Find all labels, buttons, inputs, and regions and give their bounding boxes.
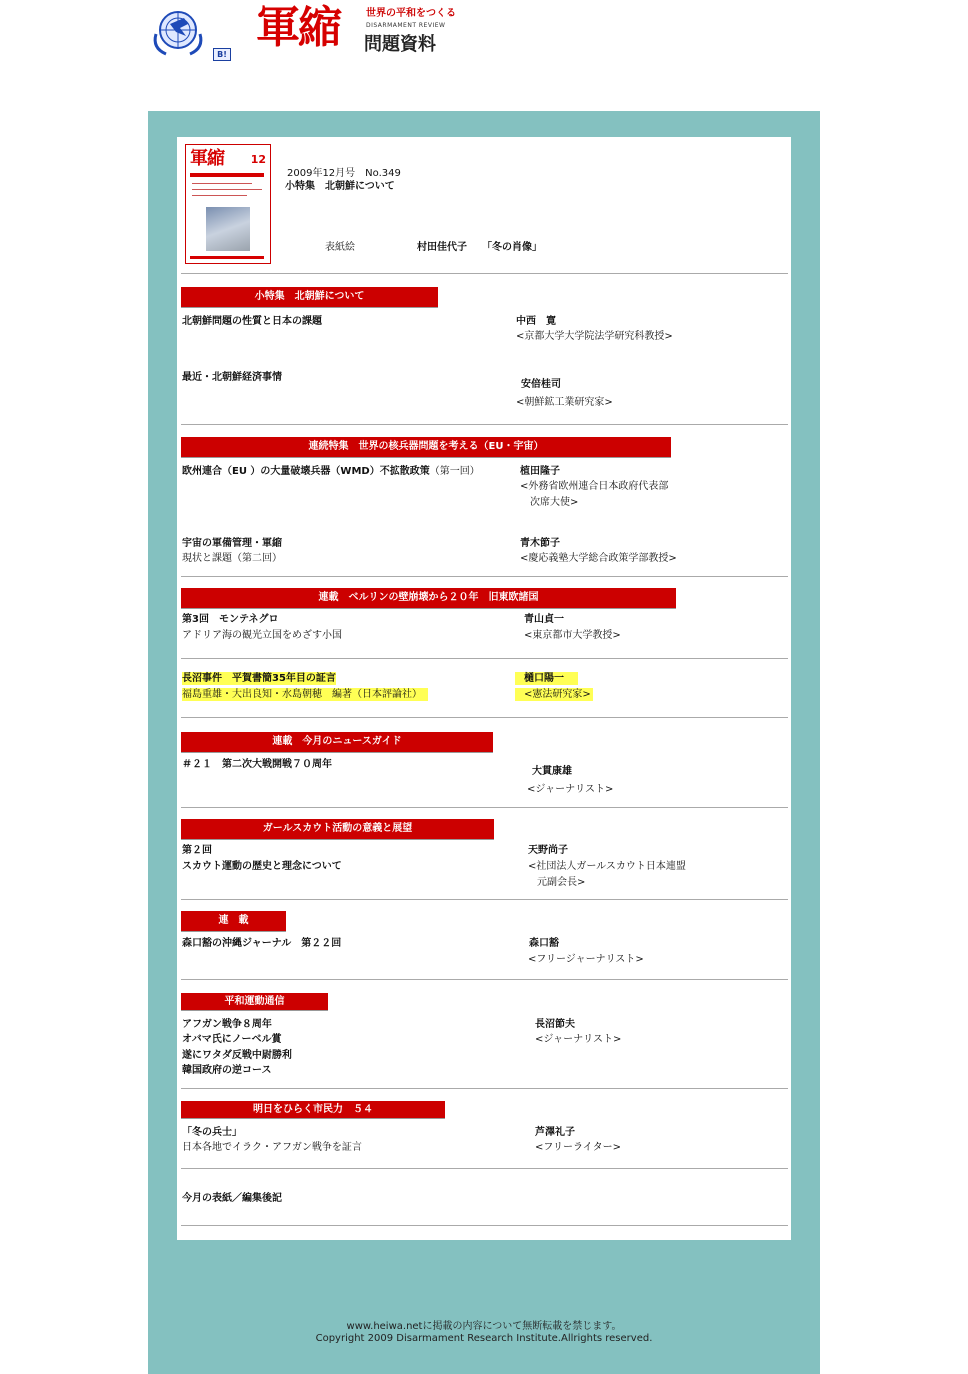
section-header-serial: 連 載 xyxy=(181,911,286,931)
cover-thumb-title: 軍縮 xyxy=(190,148,224,169)
article-title[interactable]: 北朝鮮問題の性質と日本の課題 xyxy=(182,316,322,327)
article-affiliation: <東京都市大学教授> xyxy=(524,630,621,641)
article-affiliation: 元副会長> xyxy=(537,877,586,888)
article-title[interactable]: 宇宙の軍備管理・軍縮 xyxy=(182,538,282,549)
cover-line xyxy=(192,189,262,190)
article-affiliation: <京都大学大学院法学研究科教授> xyxy=(516,331,673,342)
divider xyxy=(181,424,788,425)
bookmark-badge-icon[interactable]: B! xyxy=(213,48,231,61)
cover-label: 表紙絵 xyxy=(325,242,355,253)
article-author: 天野尚子 xyxy=(528,845,568,856)
cover-line xyxy=(192,195,247,196)
article-subtitle: 日本各地でイラク・アフガン戦争を証言 xyxy=(182,1142,362,1153)
site-header xyxy=(0,0,968,100)
divider xyxy=(181,1088,788,1089)
section-header-berlin: 連載 ベルリンの壁崩壊から２０年 旧東欧諸国 xyxy=(181,588,676,608)
article-subtitle: スカウト運動の歴史と理念について xyxy=(182,861,342,872)
brand-subtitle: 問題資料 xyxy=(364,34,436,55)
article-author-highlighted: 樋口陽一 xyxy=(515,672,578,685)
article-author: 長沼節夫 xyxy=(535,1019,575,1030)
article-title-part: （第一回） xyxy=(429,466,480,477)
section-header-girlscout: ガールスカウト活動の意義と展望 xyxy=(181,819,494,839)
cover-painting-image xyxy=(206,207,250,251)
issue-date-number: 2009年12月号 No.349 xyxy=(287,168,401,179)
article-affiliation: <朝鮮鉱工業研究家> xyxy=(516,397,613,408)
cover-thumb-number: 12 xyxy=(250,153,266,166)
article-subtitle: 現状と課題（第二回） xyxy=(182,553,282,564)
article-author: 森口豁 xyxy=(529,938,559,949)
article-affiliation: <社団法人ガールスカウト日本連盟 xyxy=(528,861,686,872)
article-line[interactable]: アフガン戦争８周年 xyxy=(182,1019,272,1030)
cover-artist: 村田佳代子 xyxy=(417,242,467,253)
section-header-north-korea: 小特集 北朝鮮について xyxy=(181,287,438,307)
divider xyxy=(181,1168,788,1169)
divider xyxy=(181,273,788,274)
editor-postscript-link[interactable]: 今月の表紙／編集後記 xyxy=(182,1193,282,1204)
article-author: 青木節子 xyxy=(520,538,560,549)
article-author: 植田隆子 xyxy=(520,466,560,477)
article-subtitle: アドリア海の観光立国をめざす小国 xyxy=(182,630,342,641)
divider xyxy=(181,717,788,718)
article-line[interactable]: オバマ氏にノーベル賞 xyxy=(182,1034,282,1045)
divider xyxy=(181,576,788,577)
article-affiliation: <フリージャーナリスト> xyxy=(528,954,644,965)
article-title[interactable]: 「冬の兵士」 xyxy=(182,1127,242,1138)
article-author: 安倍桂司 xyxy=(521,379,561,390)
cover-band xyxy=(190,173,264,177)
article-affiliation: <ジャーナリスト> xyxy=(527,784,614,795)
article-author: 大貫康雄 xyxy=(532,766,572,777)
divider xyxy=(181,658,788,659)
divider xyxy=(181,899,788,900)
article-affiliation: <フリーライター> xyxy=(535,1142,622,1153)
article-affiliation: 次席大使> xyxy=(530,497,579,508)
divider xyxy=(181,1225,788,1226)
cover-line xyxy=(192,183,252,184)
article-subtitle-highlighted: 福島重雄・大出良知・水島朝穂 編著（日本評論社） xyxy=(182,688,428,701)
article-line[interactable]: 遂にワタダ反戦中尉勝利 xyxy=(182,1050,292,1061)
article-author: 青山貞一 xyxy=(524,614,564,625)
article-title[interactable]: 森口豁の沖縄ジャーナル 第２２回 xyxy=(182,938,342,949)
section-header-newsguide: 連載 今月のニュースガイド xyxy=(181,732,493,752)
footer-copyright: Copyright 2009 Disarmament Research Institute.Allrights reserved. xyxy=(315,1333,653,1344)
cover-thumbnail[interactable] xyxy=(185,144,271,264)
article-title[interactable]: 第２回 xyxy=(182,845,212,856)
article-title[interactable] xyxy=(182,465,480,478)
section-header-peace-movement: 平和運動通信 xyxy=(181,993,328,1010)
cover-title: 「冬の肖像」 xyxy=(482,242,542,253)
footer-notice: www.heiwa.netに掲載の内容について無断転載を禁じます。 xyxy=(346,1321,622,1332)
article-title[interactable]: ＃２１ 第二次大戦開戦７０周年 xyxy=(182,759,332,770)
article-affiliation: <慶応義塾大学総合政策学部教授> xyxy=(520,553,677,564)
article-affiliation: <外務省欧州連合日本政府代表部 xyxy=(520,481,669,492)
divider xyxy=(181,807,788,808)
section-header-nuclear: 連続特集 世界の核兵器問題を考える（EU・宇宙） xyxy=(181,437,671,457)
section-header-citizen-power: 明日をひらく市民力 ５４ xyxy=(181,1101,445,1118)
article-affiliation: <ジャーナリスト> xyxy=(535,1034,622,1045)
issue-feature: 小特集 北朝鮮について xyxy=(285,181,395,192)
article-line[interactable]: 韓国政府の逆コース xyxy=(182,1065,272,1076)
article-title-highlighted[interactable]: 長沼事件 平賀書簡35年目の証言 xyxy=(182,673,336,684)
article-title-main: 欧州連合（EU ）の大量破壊兵器（WMD）不拡散政策 xyxy=(182,466,430,477)
article-author: 芦澤礼子 xyxy=(535,1127,575,1138)
cover-footer-band xyxy=(190,256,264,259)
brand-tagline: 世界の平和をつくる xyxy=(366,8,456,19)
brand-english: DISARMAMENT REVIEW xyxy=(366,22,446,29)
un-emblem-icon[interactable] xyxy=(148,4,208,60)
brand-logo-title[interactable]: 軍縮 xyxy=(256,2,340,53)
article-title[interactable]: 第3回 モンテネグロ xyxy=(182,614,279,625)
divider xyxy=(181,979,788,980)
article-title[interactable]: 最近・北朝鮮経済事情 xyxy=(182,372,282,383)
article-author: 中西 寛 xyxy=(516,316,556,327)
article-affiliation-highlighted: <憲法研究家> xyxy=(515,688,593,701)
